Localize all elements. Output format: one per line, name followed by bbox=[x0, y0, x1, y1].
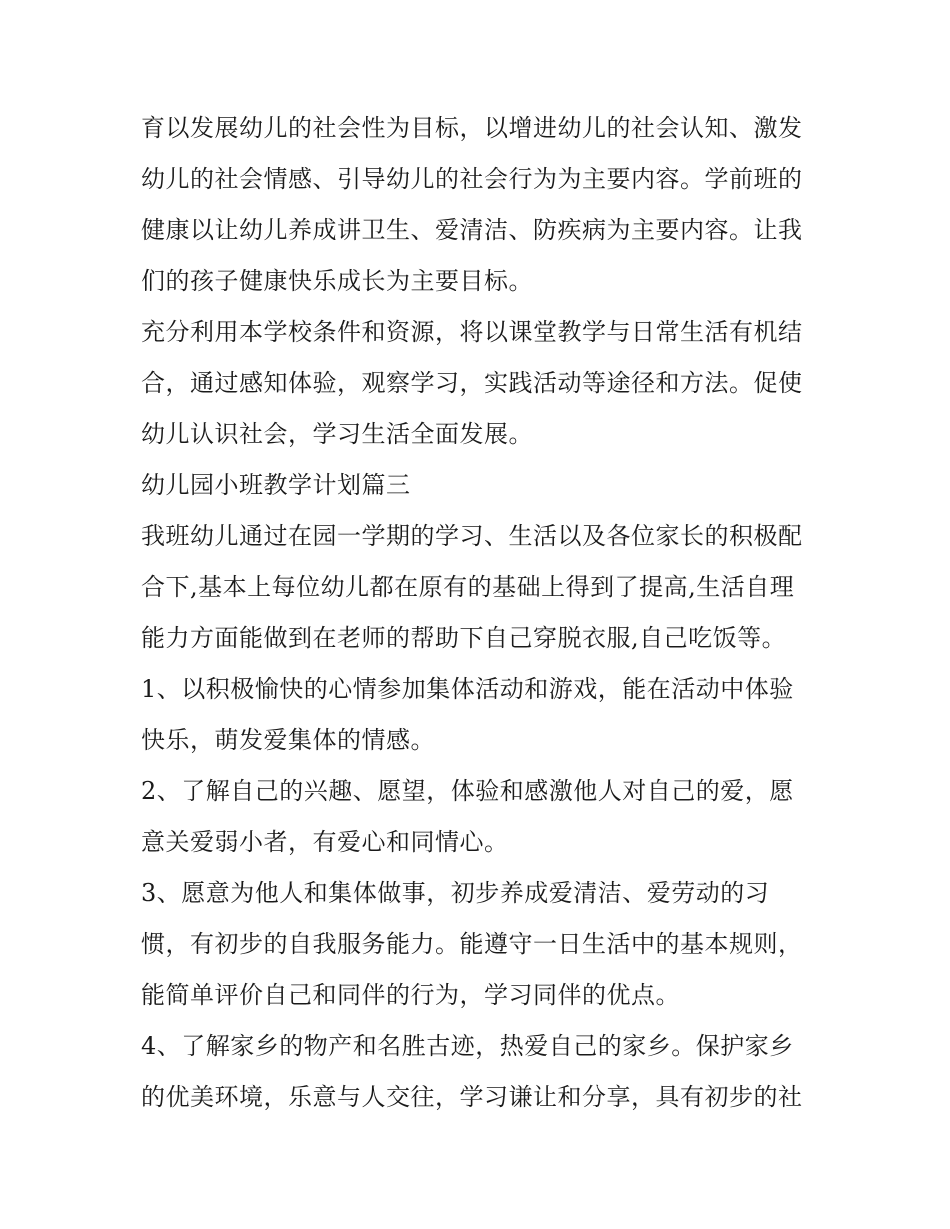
text-line: 惯，有初步的自我服务能力。能遵守一日生活中的基本规则， bbox=[141, 930, 803, 958]
document-body bbox=[141, 103, 821, 1123]
text-line: 育以发展幼儿的社会性为目标，以增进幼儿的社会认知、激发 bbox=[141, 114, 803, 142]
text-line: 健康以让幼儿养成讲卫生、爱清洁、防疾病为主要内容。让我 bbox=[141, 216, 803, 244]
text-line: 们的孩子健康快乐成长为主要目标。 bbox=[141, 267, 533, 295]
section-heading: 幼儿园小班教学计划篇三 bbox=[141, 471, 411, 499]
list-item-2: 2、了解自己的兴趣、愿望，体验和感激他人对自己的爱，愿 bbox=[141, 777, 794, 805]
text-line: 合下,基本上每位幼儿都在原有的基础上得到了提高,生活自理 bbox=[141, 573, 795, 601]
text-line: 合，通过感知体验，观察学习，实践活动等途径和方法。促使 bbox=[141, 369, 803, 397]
text-line: 充分利用本学校条件和资源，将以课堂教学与日常生活有机结 bbox=[141, 318, 803, 346]
text-line: 幼儿认识社会，学习生活全面发展。 bbox=[141, 420, 533, 448]
text-line: 意关爱弱小者，有爱心和同情心。 bbox=[141, 828, 509, 856]
text-line: 快乐，萌发爱集体的情感。 bbox=[141, 726, 435, 754]
list-item-4: 4、了解家乡的物产和名胜古迹，热爱自己的家乡。保护家乡 bbox=[141, 1032, 794, 1060]
list-item-3: 3、愿意为他人和集体做事，初步养成爱清洁、爱劳动的习 bbox=[141, 879, 770, 907]
text-line: 能简单评价自己和同伴的行为，学习同伴的优点。 bbox=[141, 981, 680, 1009]
text-line: 能力方面能做到在老师的帮助下自己穿脱衣服,自己吃饭等。 bbox=[141, 624, 787, 652]
text-line: 我班幼儿通过在园一学期的学习、生活以及各位家长的积极配 bbox=[141, 522, 803, 550]
text-line: 幼儿的社会情感、引导幼儿的社会行为为主要内容。学前班的 bbox=[141, 165, 803, 193]
list-item-1: 1、以积极愉快的心情参加集体活动和游戏，能在活动中体验 bbox=[141, 675, 794, 703]
text-line: 的优美环境，乐意与人交往，学习谦让和分享，具有初步的社 bbox=[141, 1083, 803, 1111]
